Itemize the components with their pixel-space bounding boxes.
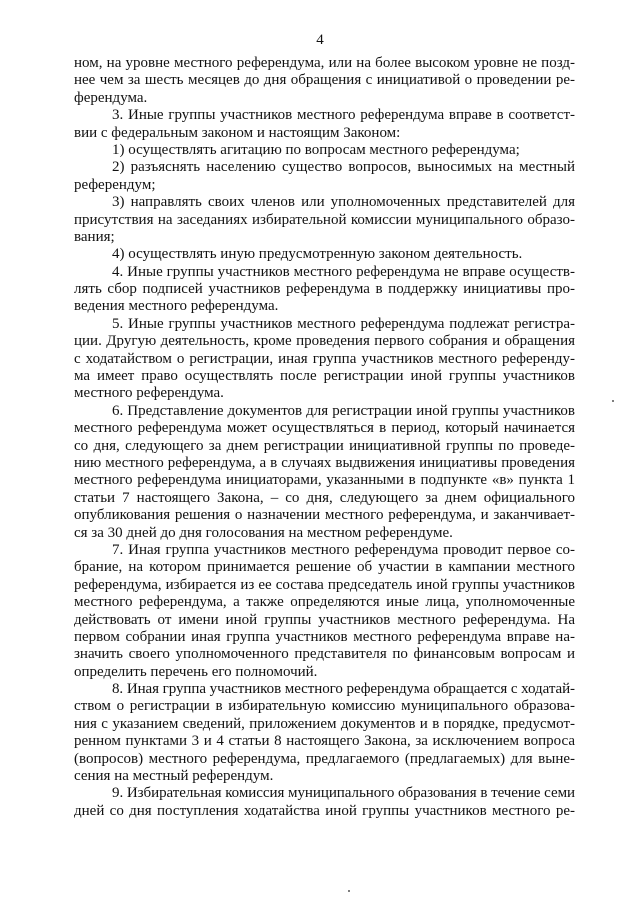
text-line: присутствия на заседаниях избирательной комиссии муниципального образо- xyxy=(74,211,575,228)
text-line: референдума, избирается из ее состава председатель иной группы участников xyxy=(74,576,575,593)
text-line: со дня, следующего за днем регистрации инициативной группы по проведе- xyxy=(74,437,575,454)
text-line: нию местного референдума, а в случаях выдвижения инициативы проведения xyxy=(74,454,575,471)
text-line: ся за 30 дней до дня голосования на местном референдуме. xyxy=(74,524,453,541)
text-line: вии с федеральным законом и настоящим Законом: xyxy=(74,124,401,141)
text-line: ренном пунктами 3 и 4 статьи 8 настоящего Закона, за исключением вопроса xyxy=(74,733,575,750)
text-line: первом собрании иная группа участников местного референдума вправе на- xyxy=(74,628,575,645)
text-line: статьи 7 настоящего Закона, – со дня, следующего за днем официального xyxy=(74,489,575,506)
text-line: ством о регистрации в избирательную комиссию муниципального образова- xyxy=(74,698,575,715)
text-line: сения на местный референдум. xyxy=(74,768,274,785)
text-line: 1) осуществлять агитацию по вопросам местного референдума; xyxy=(112,141,520,158)
text-line: лять сбор подписей участников референдума в поддержку инициативы про- xyxy=(74,281,575,298)
text-line: с ходатайством о регистрации, иная группа участников местного референду- xyxy=(74,350,575,367)
document-body xyxy=(74,55,575,820)
text-line: определить перечень его полномочий. xyxy=(74,663,318,680)
text-line: брание, на котором принимается решение об участии в кампании местного xyxy=(74,559,575,576)
text-line: местного референдума может осуществляться в период, который начинается xyxy=(74,420,575,437)
scan-speck xyxy=(612,400,614,402)
text-line: местного референдума, а также определяются иные лица, уполномоченные xyxy=(74,594,575,611)
text-line: 3. Иные группы участников местного референдума вправе в соответст- xyxy=(112,107,575,124)
text-line: 3) направлять своих членов или уполномоченных представителей для xyxy=(112,194,575,211)
scan-speck xyxy=(348,890,350,892)
text-line: нее чем за шесть месяцев до дня обращения с инициативой о проведении ре- xyxy=(74,72,575,89)
page-number: 4 xyxy=(316,32,324,48)
text-line: действовать от имени иной группы участников местного референдума. На xyxy=(74,611,575,628)
text-line: ном, на уровне местного референдума, или на более высоком уровне не позд- xyxy=(74,55,575,71)
text-line: 8. Иная группа участников местного референдума обращается с ходатай- xyxy=(112,681,575,698)
text-line: 6. Представление документов для регистрации иной группы участников xyxy=(112,402,575,419)
text-line: 2) разъяснять населению существо вопросов, выносимых на местный xyxy=(112,159,575,176)
text-line: ции. Другую деятельность, кроме проведения первого собрания и обращения xyxy=(74,333,575,350)
text-line: местного референдума. xyxy=(74,385,224,402)
text-line: ния с указанием сведений, приложением документов и в порядке, предусмот- xyxy=(74,715,575,732)
text-line: 4) осуществлять иную предусмотренную законом деятельность. xyxy=(112,246,523,263)
text-line: ма имеет право осуществлять после регистрации иной группы участников xyxy=(74,368,575,385)
text-line: опубликования решения о назначении местного референдума, и заканчивает- xyxy=(74,507,575,524)
text-line: местного референдума инициаторами, указанными в подпункте «в» пункта 1 xyxy=(74,472,575,489)
text-line: ферендума. xyxy=(74,89,148,106)
text-line: референдум; xyxy=(74,176,156,193)
text-line: 9. Избирательная комиссия муниципального образования в течение семи xyxy=(112,785,575,802)
text-line: вания; xyxy=(74,228,115,245)
text-line: дней со дня поступления ходатайства иной группы участников местного ре- xyxy=(74,802,575,819)
text-line: 5. Иные группы участников местного референдума подлежат регистра- xyxy=(112,315,575,332)
text-line: значить своего уполномоченного представителя по финансовым вопросам и xyxy=(74,646,575,663)
text-line: ведения местного референдума. xyxy=(74,298,279,315)
text-line: 7. Иная группа участников местного референдума проводит первое со- xyxy=(112,541,575,558)
text-line: (вопросов) местного референдума, предлагаемого (предлагаемых) для выне- xyxy=(74,750,575,767)
text-line: 4. Иные группы участников местного референдума не вправе осуществ- xyxy=(112,263,575,280)
